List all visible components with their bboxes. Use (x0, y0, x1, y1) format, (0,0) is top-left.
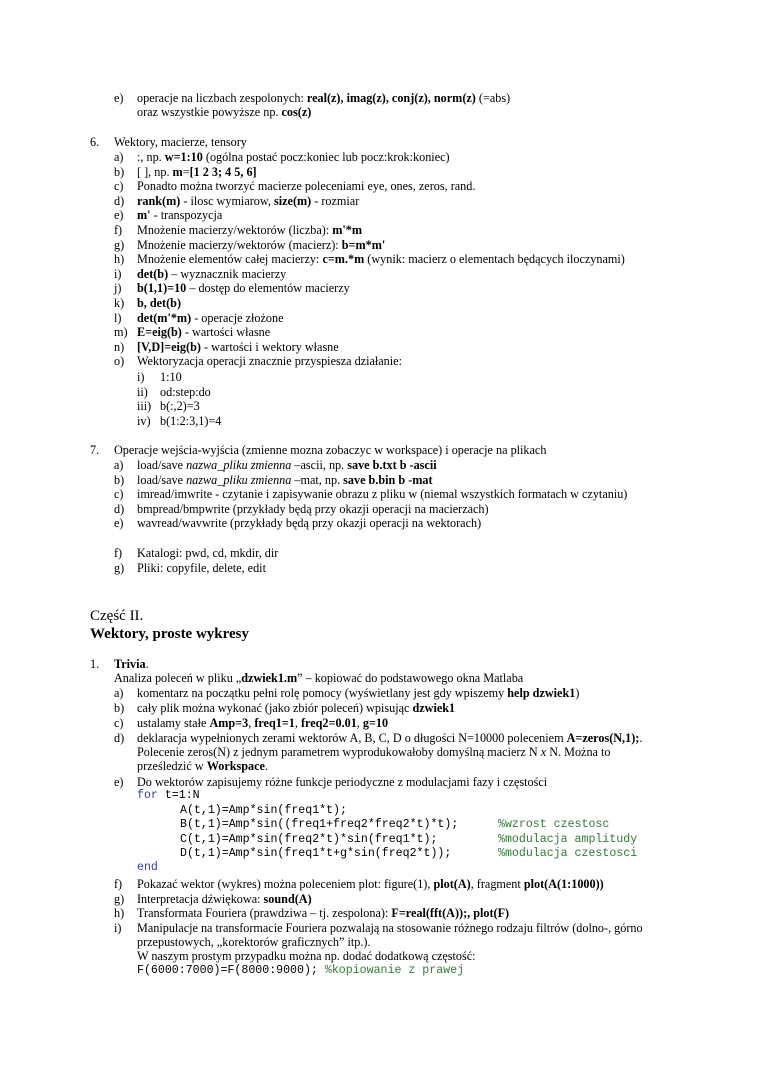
item-label: a) (114, 150, 124, 164)
section-number: 7. (90, 443, 100, 457)
text-run: Katalogi: pwd, cd, mkdir, dir (137, 546, 279, 560)
text-run: prześledzić w (137, 759, 207, 773)
item-label: c) (114, 716, 124, 730)
item-label: o) (114, 354, 125, 369)
code-line: D(t,1)=Amp*sin(freq1*t+g*sin(freq2*t)); (180, 847, 452, 860)
text-run: x (540, 745, 547, 759)
code-line: B(t,1)=Amp*sin((freq1+freq2*freq2*t)*t); (180, 818, 459, 831)
text-run: b, det(b) (137, 296, 182, 310)
list-item: 1:10 (160, 370, 182, 384)
list-item (137, 877, 604, 891)
text-run: deklaracja wypełnionych zerami wektorów A, B, C, D o długości N=10000 poleceniem (137, 731, 567, 745)
text-run: , (356, 716, 363, 730)
code-text: F(6000:7000)=F(8000:9000); (137, 964, 318, 977)
text-run: , (248, 716, 255, 730)
text-run: m'*m (332, 223, 363, 237)
text-run: Mnożenie macierzy/wektorów (macierz): (137, 237, 342, 252)
item-label: n) (114, 339, 125, 354)
code-line (137, 964, 464, 978)
text-line (137, 91, 510, 105)
text-run: - transpozycja (150, 208, 223, 223)
text-run: size(m) (274, 193, 312, 208)
list-item (137, 701, 455, 715)
code-comment: %modulacja czestosci (498, 847, 638, 860)
text-run: A=zeros(N,1); (566, 731, 640, 745)
list-item (137, 208, 222, 222)
text-run: Trivia (114, 657, 146, 671)
list-item (137, 906, 509, 920)
item-label: a) (114, 686, 124, 700)
list-item (137, 716, 388, 730)
text-run: ) (575, 686, 580, 700)
text-run: real(z), imag(z), conj(z), norm(z) (306, 91, 476, 105)
text-run: –ascii, np. (291, 458, 348, 472)
item-label: k) (114, 296, 125, 310)
text-run: - rozmiar (311, 193, 360, 208)
text-run: oraz wszystkie powyższe np. (137, 105, 282, 119)
text-run: Workspace (206, 759, 265, 773)
text-run: cały plik można wykonać (jako zbiór poleceń) wpisując (137, 701, 413, 715)
text-run: w=1:10 (164, 150, 203, 164)
intro-line (114, 671, 523, 685)
list-item (137, 281, 350, 295)
code-line: C(t,1)=Amp*sin(freq2*t)*sin(freq1*t); (180, 833, 438, 846)
item-label: d) (114, 193, 125, 208)
list-item (137, 238, 385, 252)
code-text: t=1:N (157, 789, 200, 802)
item-label: d) (114, 501, 125, 516)
item-label: e) (114, 208, 124, 223)
text-run: - ilosc wymiarow, (180, 193, 274, 208)
section-title: Operacje wejścia-wyjścia (zmienne mozna zobaczyc w workspace) i operacje na plikach (114, 443, 547, 457)
text-run: sound(A) (263, 891, 312, 906)
list-item (137, 354, 402, 368)
code-line: A(t,1)=Amp*sin(freq1*t); (180, 804, 347, 817)
text-run: plot(A) (433, 877, 471, 891)
text-run: [V,D]=eig(b) (137, 339, 201, 354)
text-run: (ogólna postać pocz:koniec lub pocz:krok:koniec) (202, 150, 450, 164)
item-label: f) (114, 223, 123, 237)
text-run: wavread/wavwrite (przykłady będą przy okazji operacji na wektorach) (137, 516, 482, 531)
text-run: freq1=1 (254, 716, 295, 730)
list-item (137, 892, 312, 906)
code-line (137, 789, 200, 803)
code-comment: %wzrost czestosc (498, 818, 610, 831)
item-label: i) (114, 266, 122, 281)
text-run: [1 2 3; 4 5, 6] (189, 164, 257, 179)
text-run: Mnożenie macierzy/wektorów (liczba): (137, 223, 333, 237)
text-run: , fragment (470, 877, 524, 891)
item-label: b) (114, 701, 125, 715)
text-run: g=10 (362, 716, 389, 730)
item-label: c) (114, 487, 124, 502)
text-run: . (639, 731, 643, 745)
code-comment: %kopiowanie z prawej (324, 964, 465, 977)
text-run: F=real(fft(A));, plot(F) (391, 906, 510, 921)
text-run: save b.txt b -ascii (347, 458, 437, 472)
text-run: Amp=3 (209, 716, 249, 730)
text-run: [ ], np. (137, 164, 173, 179)
text-run: ustalamy stałe (137, 716, 210, 730)
text-run: (wynik: macierz o elementach będących iloczynami) (364, 252, 625, 267)
text-line (137, 731, 642, 745)
text-run: - wartości i wektory własne (200, 339, 339, 354)
text-run: komentarz na początku pełni rolę pomocy (wyświetlany jest gdy wpiszemy (137, 686, 508, 700)
item-label: e) (114, 91, 124, 105)
item-label: i) (114, 921, 122, 935)
code-comment: %modulacja amplitudy (498, 833, 638, 846)
text-run: , (294, 716, 301, 730)
list-item (137, 325, 270, 339)
text-run: cos(z) (281, 105, 312, 119)
item-label: c) (114, 179, 124, 194)
item-label: e) (114, 775, 124, 789)
text-run: load/save (137, 472, 187, 487)
list-item: b(1:2:3,1)=4 (160, 413, 222, 428)
text-run: det(b) (137, 266, 169, 281)
item-label: m) (114, 325, 128, 340)
text-run: b(1,1)=10 (137, 281, 187, 296)
list-item (137, 165, 257, 179)
list-item (137, 252, 625, 266)
text-run: Analiza poleceń w pliku „ (114, 671, 242, 685)
item-label: g) (114, 237, 125, 252)
list-item (137, 194, 359, 208)
text-run: save b.bin b -mat (343, 472, 433, 487)
item-label: f) (114, 546, 123, 560)
item-label: h) (114, 906, 125, 921)
text-run: dzwiek1.m (241, 671, 298, 685)
text-run: – wyznacznik macierzy (168, 266, 287, 281)
text-run: –mat, np. (291, 472, 344, 487)
text-run: freq2=0.01 (300, 716, 357, 730)
text-run: operacje na liczbach zespolonych: (137, 91, 307, 105)
item-label: a) (114, 458, 124, 472)
list-item (137, 561, 266, 575)
text-run: nazwa_pliku zmienna (186, 472, 292, 487)
list-item (137, 546, 278, 560)
list-item (137, 267, 286, 281)
item-label: b) (114, 472, 125, 487)
part-title: Wektory, proste wykresy (90, 626, 250, 642)
text-line (137, 745, 610, 759)
text-run: Transformata Fouriera (prawdziwa – tj. zespolona): (137, 906, 392, 921)
text-run: Pliki: copyfile, delete, edit (137, 560, 266, 575)
section-title: Wektory, macierze, tensory (114, 135, 247, 149)
text-run: det(m'*m) (137, 310, 192, 325)
item-label: i) (137, 370, 145, 384)
list-item (137, 502, 489, 516)
text-run: dzwiek1 (412, 701, 456, 715)
text-run: (=abs) (475, 91, 511, 105)
text-run: plot(A(1:1000)) (523, 877, 604, 891)
list-item: b(:,2)=3 (160, 399, 200, 414)
text-line (137, 759, 268, 773)
text-run: m' (137, 208, 151, 223)
text-run: . (145, 657, 149, 671)
text-run: load/save (137, 458, 187, 472)
list-item (137, 311, 284, 325)
text-run: m (172, 164, 183, 179)
text-run: – dostęp do elementów macierzy (186, 281, 350, 296)
list-item (137, 458, 437, 472)
code-keyword: end (137, 861, 158, 874)
text-line: W naszym prostym przypadku można np. dodać dodatkową częstość: (137, 949, 476, 963)
text-run: - wartości własne (181, 325, 271, 340)
item-label: f) (114, 877, 123, 891)
item-label: j) (114, 281, 122, 296)
text-run: Mnożenie elementów całej macierzy: (137, 252, 323, 267)
code-keyword: for (137, 789, 158, 802)
section-number: 1. (90, 657, 100, 671)
list-item (137, 150, 450, 164)
text-run: ” – kopiować do podstawowego okna Matlaba (297, 671, 524, 685)
text-run: c=m.*m (322, 252, 365, 267)
text-run: Wektoryzacja operacji znacznie przyspiesza działanie: (137, 354, 402, 369)
text-run: help dzwiek1 (507, 686, 576, 700)
item-label: b) (114, 164, 125, 179)
text-line: Do wektorów zapisujemy różne funkcje periodyczne z modulacjami fazy i częstości (137, 775, 548, 789)
item-label: iv) (137, 413, 151, 428)
text-run: = (182, 164, 190, 179)
list-item (137, 179, 475, 193)
list-item: od:step:do (160, 384, 211, 399)
text-run: Ponadto można tworzyć macierze poleceniami eye, ones, zeros, rand. (137, 179, 476, 194)
section-number: 6. (90, 135, 100, 149)
list-item (137, 473, 433, 487)
item-label: e) (114, 516, 124, 531)
text-run: :, np. (137, 150, 165, 164)
text-run: . (264, 759, 268, 773)
list-item (137, 296, 181, 310)
text-run: b=m*m' (341, 237, 386, 252)
list-item (137, 686, 579, 700)
text-run: E=eig(b) (137, 325, 182, 340)
text-run: Pokazać wektor (wykres) można poleceniem plot: figure(1), (137, 877, 434, 891)
item-label: d) (114, 731, 125, 745)
item-label: l) (114, 310, 122, 325)
text-line: przepustowych, „korektorów graficznych” itp.). (137, 935, 371, 949)
text-run: bmpread/bmpwrite (przykłady będą przy okazji operacji na macierzach) (137, 501, 489, 516)
list-item (137, 487, 627, 501)
part-heading: Część II. (90, 608, 144, 624)
item-label: iii) (137, 399, 152, 414)
section-title (114, 657, 149, 671)
text-run: N. Można to (546, 745, 611, 759)
item-label: ii) (137, 384, 148, 399)
text-run: rank(m) (137, 193, 181, 208)
text-run: nazwa_pliku zmienna (186, 458, 292, 472)
item-label: g) (114, 891, 125, 906)
list-item (137, 223, 362, 237)
text-run: Interpretacja dźwiękowa: (137, 891, 264, 906)
text-run: imread/imwrite - czytanie i zapisywanie obrazu z pliku w (niemal wszystkich formatach w czytaniu) (137, 487, 628, 502)
list-item (137, 340, 339, 354)
text-line (137, 105, 311, 119)
item-label: g) (114, 560, 125, 575)
text-run: - operacje złożone (191, 310, 284, 325)
item-label: h) (114, 252, 125, 267)
text-run: Polecenie zeros(N) z jednym parametrem wyprodukowałoby domyślną macierz N (137, 745, 541, 759)
text-line: Manipulacje na transformacie Fouriera pozwalają na stosowanie różnego rodzaju filtrów (dolno-, górno (137, 921, 643, 935)
list-item (137, 516, 481, 530)
